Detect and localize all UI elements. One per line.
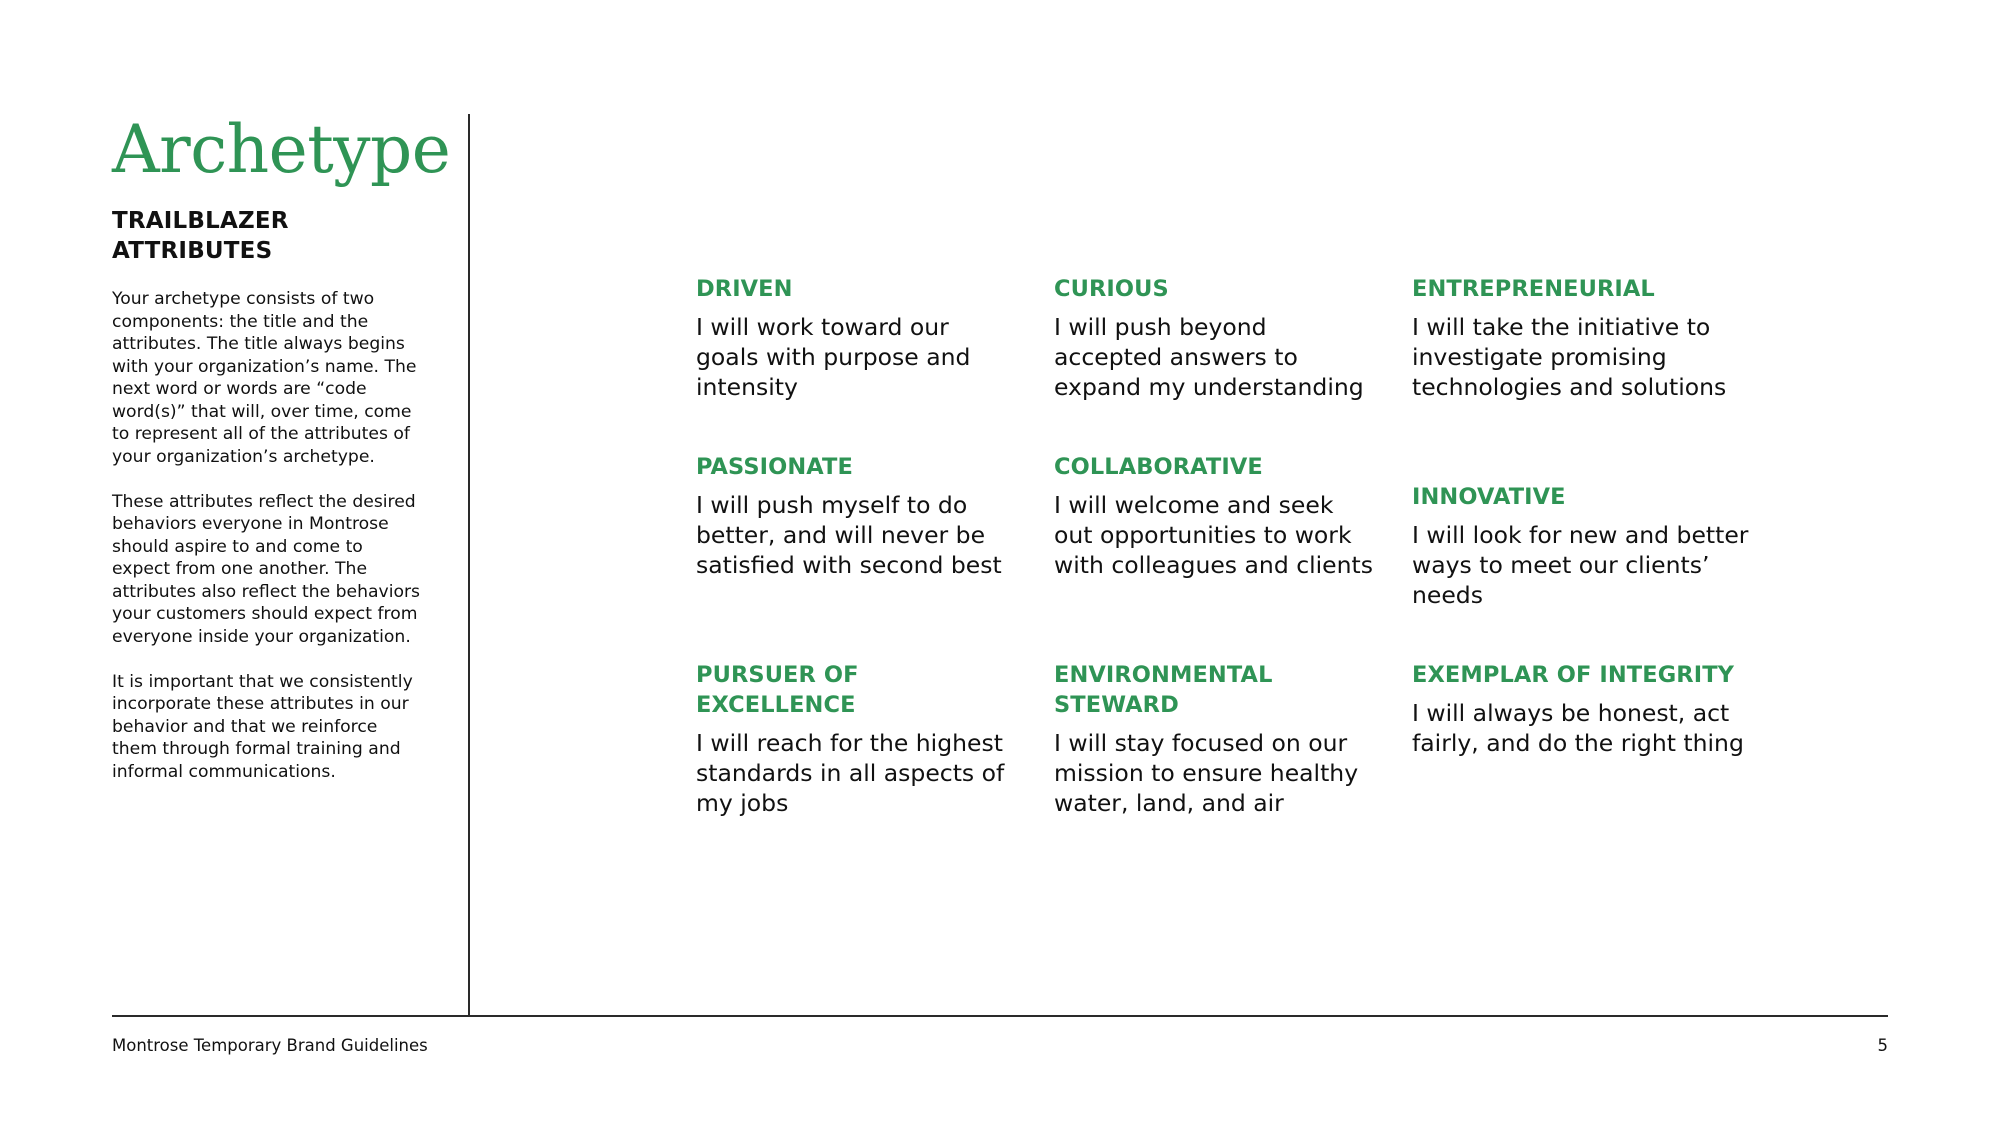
attribute-description: I will take the initiative to investigate promising technologies and solutions (1412, 313, 1727, 401)
attribute-heading: INNOVATIVE (1412, 484, 1566, 510)
attribute-heading: EXEMPLAR OF INTEGRITY (1412, 662, 1735, 688)
attribute-heading: ENTREPRENEURIAL (1412, 276, 1655, 302)
attribute-passionate (696, 452, 1016, 580)
vertical-divider (468, 114, 470, 1016)
attribute-innovative (1412, 482, 1752, 610)
page-number: 5 (1877, 1036, 1888, 1055)
attribute-heading: PURSUER OF EXCELLENCE (696, 662, 859, 718)
attribute-entrepreneurial (1412, 274, 1752, 402)
sidebar-paragraph: It is important that we consistently incorporate these attributes in our behavior and that we reinforce them through formal training and informal communications. (112, 671, 413, 782)
attribute-description: I will always be honest, act fairly, and do the right thing (1412, 699, 1744, 757)
attribute-exemplar-of-integrity (1412, 660, 1752, 758)
attribute-description: I will stay focused on our mission to ensure healthy water, land, and air (1054, 729, 1359, 817)
attribute-collaborative (1054, 452, 1374, 580)
sidebar-paragraph: These attributes reflect the desired behaviors everyone in Montrose should aspire to and come to expect from one another. The attributes also reflect the behaviors your customers should expect from everyone inside your organization. (112, 491, 421, 647)
attribute-description: I will push beyond accepted answers to expand my understanding (1054, 313, 1364, 401)
section-subtitle: TRAILBLAZER ATTRIBUTES (112, 208, 289, 264)
footer-document-title: Montrose Temporary Brand Guidelines (112, 1036, 428, 1055)
attribute-description: I will reach for the highest standards in all aspects of my jobs (696, 729, 1005, 817)
page-title: Archetype (112, 111, 451, 188)
sidebar-body-text (112, 288, 422, 806)
attribute-driven (696, 274, 1016, 402)
attribute-heading: ENVIRONMENTAL STEWARD (1054, 662, 1273, 718)
attribute-environmental-steward (1054, 660, 1374, 818)
attribute-heading: PASSIONATE (696, 454, 853, 480)
attribute-description: I will look for new and better ways to meet our clients’ needs (1412, 521, 1749, 609)
attribute-pursuer-of-excellence (696, 660, 1016, 818)
attribute-description: I will push myself to do better, and will never be satisfied with second best (696, 491, 1002, 579)
attribute-heading: COLLABORATIVE (1054, 454, 1263, 480)
sidebar-paragraph: Your archetype consists of two components: the title and the attributes. The title always begins with your organization’s name. The next word or words are “code word(s)” that will, over time, come to represent all of the attributes of your organization’s archetype. (112, 289, 417, 467)
attribute-heading: DRIVEN (696, 276, 793, 302)
attribute-curious (1054, 274, 1374, 402)
footer-divider (112, 1015, 1888, 1017)
attribute-heading: CURIOUS (1054, 276, 1169, 302)
attribute-description: I will welcome and seek out opportunities to work with colleagues and clients (1054, 491, 1373, 579)
attribute-description: I will work toward our goals with purpose and intensity (696, 313, 971, 401)
